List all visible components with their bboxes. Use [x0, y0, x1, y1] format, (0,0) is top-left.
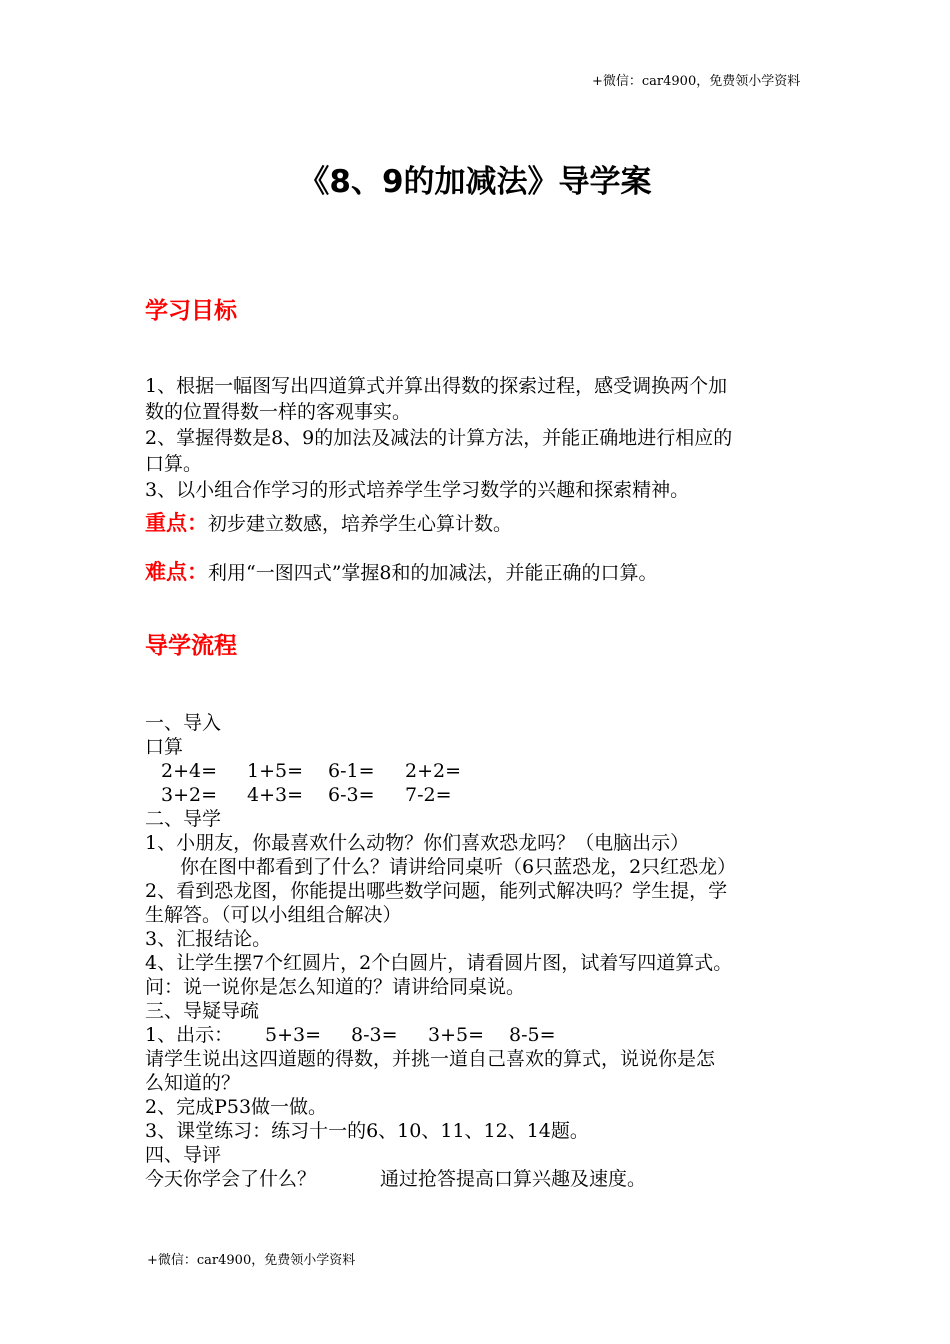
goal-3: 3、以小组合作学习的形式培养学生学习数学的兴趣和探索精神。 [145, 479, 690, 501]
question-1: 1、小朋友，你最喜欢什么动物？你们喜欢恐龙吗？（电脑出示） [145, 832, 690, 854]
question-4: 4、让学生摆7个红圆片，2个白圆片，请看圆片图，试着写四道算式。 [145, 952, 733, 974]
ask-line-1: 请学生说出这四道题的得数，并挑一道自己喜欢的算式，说说你是怎 [145, 1048, 716, 1070]
evaluation-question: 今天你学会了什么？ [145, 1168, 317, 1190]
step-2-heading: 二、导学 [145, 808, 222, 830]
ask-line-2: 么知道的？ [145, 1072, 241, 1094]
oral-row-2 [145, 783, 452, 807]
equation: 6-3= [328, 784, 375, 806]
equation: 5+3= [265, 1024, 322, 1046]
difficulty-text: 利用“一图四式”掌握8和的加减法，并能正确的口算。 [208, 562, 658, 584]
practice-2: 2、完成P53做一做。 [145, 1096, 328, 1118]
equation: 3+5= [428, 1024, 485, 1046]
practice-3: 3、课堂练习：练习十一的6、10、11、12、14题。 [145, 1120, 589, 1142]
equation: 2+2= [405, 760, 462, 782]
oral-calc-label: 口算 [145, 736, 184, 758]
header-note: +微信：car4900，免费领小学资料 [592, 74, 801, 89]
process-heading: 导学流程 [145, 633, 237, 659]
evaluation-row [145, 1167, 646, 1191]
key-point-text: 初步建立数感，培养学生心算计数。 [208, 513, 513, 535]
equation: 3+2= [161, 784, 218, 806]
equation: 8-5= [509, 1024, 556, 1046]
question-5: 问：说一说你是怎么知道的？请讲给同桌说。 [145, 976, 526, 998]
key-point-label: 重点： [145, 511, 208, 535]
evaluation-answer: 通过抢答提高口算兴趣及速度。 [380, 1168, 647, 1190]
question-2-line-2: 生解答。（可以小组组合解决） [145, 904, 402, 926]
goal-2-line-2: 口算。 [145, 453, 203, 475]
goals-list [145, 373, 810, 503]
goals-heading: 学习目标 [145, 298, 237, 324]
step-4-heading: 四、导评 [145, 1144, 222, 1166]
difficulty-label: 难点： [145, 560, 208, 584]
show-equations-row [145, 1023, 556, 1047]
goal-1-line-1: 1、根据一幅图写出四道算式并算出得数的探索过程，感受调换两个加 [145, 375, 728, 397]
goal-2-line-1: 2、掌握得数是8、9的加法及减法的计算方法，并能正确地进行相应的 [145, 427, 733, 449]
step-1-heading: 一、导入 [145, 712, 222, 734]
goal-1-line-2: 数的位置得数一样的客观事实。 [145, 401, 412, 423]
oral-row-1 [145, 759, 461, 783]
question-1-followup: 你在图中都看到了什么？请讲给同桌听（6只蓝恐龙，2只红恐龙） [180, 856, 737, 878]
show-label: 1、出示： [145, 1024, 234, 1046]
question-2-line-1: 2、看到恐龙图，你能提出哪些数学问题，能列式解决吗？学生提，学 [145, 880, 728, 902]
page-title: 《8、9的加减法》导学案 [298, 164, 652, 200]
equation: 7-2= [405, 784, 452, 806]
equation: 4+3= [247, 784, 304, 806]
equation: 2+4= [161, 760, 218, 782]
equation: 6-1= [328, 760, 375, 782]
key-point [145, 508, 512, 539]
equation: 8-3= [351, 1024, 398, 1046]
question-3: 3、汇报结论。 [145, 928, 272, 950]
equation: 1+5= [247, 760, 304, 782]
step-3-heading: 三、导疑导疏 [145, 1000, 260, 1022]
difficulty-point [145, 557, 658, 588]
footer-note: +微信：car4900，免费领小学资料 [147, 1253, 356, 1268]
